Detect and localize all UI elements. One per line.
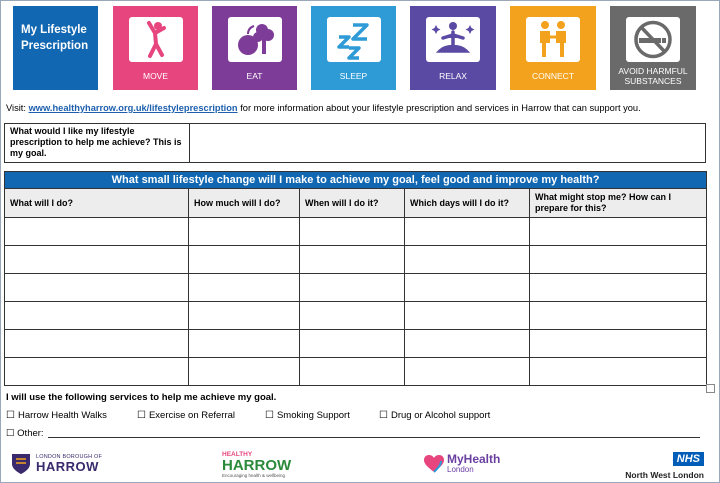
- table-cell[interactable]: [405, 218, 530, 246]
- checkbox-icon[interactable]: ☐: [137, 410, 146, 421]
- table-cell[interactable]: [530, 358, 707, 386]
- healthy-tagline: Encouraging health & wellbeing: [222, 473, 286, 478]
- tile-relax: [410, 6, 496, 90]
- table-cell[interactable]: [5, 302, 189, 330]
- table-cell[interactable]: [530, 330, 707, 358]
- people-connect-icon: [526, 17, 580, 62]
- harrow-big-text: HARROW: [36, 458, 99, 474]
- col-what-might-stop: What might stop me? How can I prepare for this?: [530, 189, 707, 218]
- col-which-days: Which days will I do it?: [405, 189, 530, 218]
- tile-label: EAT: [246, 71, 263, 81]
- table-cell[interactable]: [530, 274, 707, 302]
- table-cell[interactable]: [189, 358, 300, 386]
- table-row: [5, 218, 707, 246]
- table-row: [5, 302, 707, 330]
- myhealth-text: MyHealth: [447, 452, 501, 466]
- option-drug-alcohol-support[interactable]: [379, 410, 490, 421]
- table-row: [5, 330, 707, 358]
- goal-box: [4, 123, 706, 163]
- table-row: [5, 246, 707, 274]
- table-cell[interactable]: [5, 274, 189, 302]
- option-label: Harrow Health Walks: [17, 410, 107, 421]
- person-moving-icon: [129, 17, 183, 62]
- table-cell[interactable]: [405, 330, 530, 358]
- option-smoking-support[interactable]: [265, 410, 350, 421]
- goal-question: What would I like my lifestyle prescription to help me achieve? This is my goal.: [5, 124, 190, 162]
- tile-label: MOVE: [142, 71, 169, 81]
- nhs-badge: NHS: [673, 452, 704, 466]
- table-cell[interactable]: [189, 302, 300, 330]
- table-cell[interactable]: [5, 218, 189, 246]
- option-label: Drug or Alcohol support: [390, 410, 491, 421]
- checkbox-icon[interactable]: ☐: [6, 428, 15, 439]
- visit-line: [6, 103, 641, 113]
- table-cell[interactable]: [405, 246, 530, 274]
- visit-prefix: Visit:: [6, 103, 29, 113]
- table-cell[interactable]: [300, 274, 405, 302]
- tile-label: SLEEP: [339, 71, 368, 81]
- corner-handle: [706, 384, 715, 393]
- other-input-line[interactable]: [48, 437, 700, 438]
- tile-label: RELAX: [439, 71, 467, 81]
- table-cell[interactable]: [530, 246, 707, 274]
- table-cell[interactable]: [405, 358, 530, 386]
- visit-suffix: for more information about your lifestyle prescription and services in Harrow that can support you.: [237, 103, 641, 113]
- table-row: [5, 358, 707, 386]
- tile-eat: [212, 6, 297, 90]
- harrow-small-text: LONDON BOROUGH OF: [36, 453, 103, 460]
- meditation-icon: [426, 17, 480, 62]
- table-cell[interactable]: [5, 358, 189, 386]
- table-cell[interactable]: [300, 246, 405, 274]
- tile-label: CONNECT: [531, 71, 575, 81]
- checkbox-icon[interactable]: ☐: [6, 410, 15, 421]
- table-cell[interactable]: [300, 358, 405, 386]
- myhealth-sub-text: London: [447, 465, 474, 474]
- plan-heading: What small lifestyle change will I make to achieve my goal, feel good and improve my health?: [5, 172, 707, 189]
- option-harrow-health-walks[interactable]: [6, 410, 107, 421]
- tile-connect: [510, 6, 596, 90]
- option-label: Exercise on Referral: [148, 410, 236, 421]
- services-title: I will use the following services to help me achieve my goal.: [6, 392, 277, 403]
- nhs-region-text: North West London: [625, 470, 704, 480]
- table-cell[interactable]: [405, 274, 530, 302]
- goal-answer-field[interactable]: [190, 124, 705, 162]
- other-label: Other:: [17, 428, 44, 439]
- zzz-icon: [327, 17, 381, 62]
- tile-label: AVOID HARMFUL SUBSTANCES: [618, 66, 688, 86]
- option-other[interactable]: [6, 428, 44, 439]
- table-cell[interactable]: [530, 302, 707, 330]
- table-cell[interactable]: [300, 330, 405, 358]
- healthy-top-text: HEALTHY: [222, 451, 253, 458]
- table-row: [5, 274, 707, 302]
- page-title: My Lifestyle Prescription: [21, 24, 89, 52]
- tile-sleep: [311, 6, 396, 90]
- table-cell[interactable]: [405, 302, 530, 330]
- table-cell[interactable]: [189, 246, 300, 274]
- nhs-logo: [618, 449, 704, 480]
- table-cell[interactable]: [300, 218, 405, 246]
- tile-move: [113, 6, 198, 90]
- table-cell[interactable]: [530, 218, 707, 246]
- checkbox-icon[interactable]: ☐: [379, 410, 388, 421]
- col-when: When will I do it?: [300, 189, 405, 218]
- myhealth-london-logo: [424, 453, 500, 474]
- tile-avoid-harmful-substances: [610, 6, 696, 90]
- table-cell[interactable]: [189, 218, 300, 246]
- table-cell[interactable]: [5, 246, 189, 274]
- header-tiles: [13, 6, 703, 90]
- crest-icon: [10, 451, 32, 475]
- healthy-big-text: HARROW: [222, 457, 292, 474]
- lifestyle-prescription-link[interactable]: www.healthyharrow.org.uk/lifestyleprescription: [28, 103, 238, 113]
- table-cell[interactable]: [5, 330, 189, 358]
- apple-broccoli-icon: [228, 17, 282, 62]
- heart-icon: [424, 455, 444, 473]
- no-smoking-icon: [626, 17, 680, 62]
- col-how-much: How much will I do?: [189, 189, 300, 218]
- prescription-title-tile: [13, 6, 98, 90]
- option-label: Smoking Support: [276, 410, 350, 421]
- harrow-council-logo: [10, 451, 102, 475]
- table-cell[interactable]: [300, 302, 405, 330]
- option-exercise-on-referral[interactable]: [137, 410, 235, 421]
- col-what: What will I do?: [5, 189, 189, 218]
- checkbox-icon[interactable]: ☐: [265, 410, 274, 421]
- healthy-harrow-logo: [222, 451, 291, 478]
- plan-table: [4, 171, 707, 386]
- table-cell[interactable]: [189, 330, 300, 358]
- table-cell[interactable]: [189, 274, 300, 302]
